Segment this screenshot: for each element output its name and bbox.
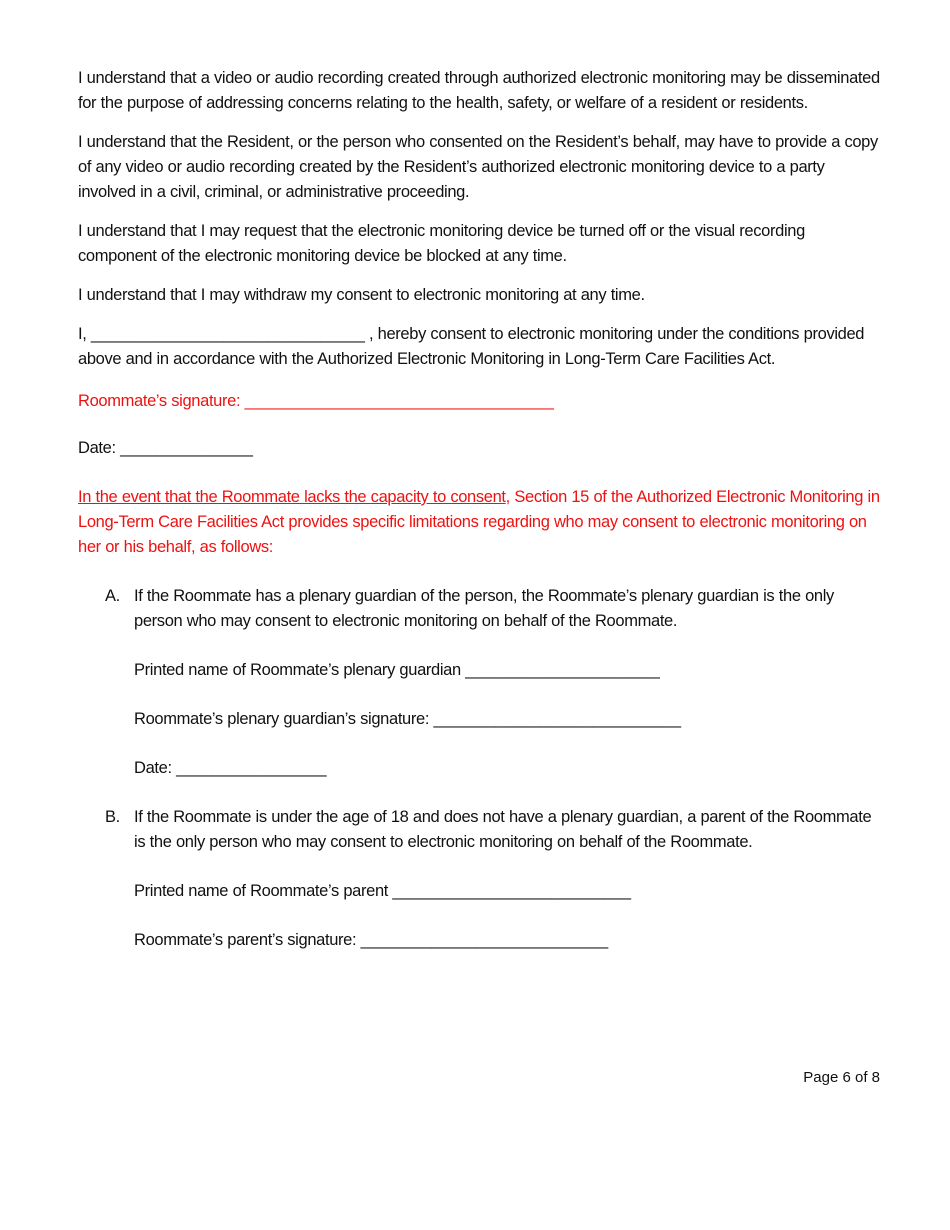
guardian-printed-name-line: Printed name of Roommate’s plenary guardian ______________________	[134, 661, 660, 679]
document-page	[78, 66, 882, 953]
paragraph-withdraw: I understand that I may withdraw my consent to electronic monitoring at any time.	[78, 286, 645, 304]
paragraph-turn-off: I understand that I may request that the electronic monitoring device be turned off or the visual recording component of the electronic monitoring device be blocked at any time.	[78, 222, 805, 265]
list-item-b-text: If the Roommate is under the age of 18 and does not have a plenary guardian, a parent of the Roommate is the only person who may consent to electronic monitoring on behalf of the Roommate.	[134, 808, 872, 851]
date-line: Date: _______________	[78, 439, 253, 457]
guardian-date-line: Date: _________________	[134, 759, 327, 777]
roommate-signature-line: Roommate’s signature: ___________________________________	[78, 392, 554, 410]
paragraph-copy-recording: I understand that the Resident, or the person who consented on the Resident’s behalf, may have to provide a copy of any video or audio recording created by the Resident’s authorized electronic monitoring device to a party involved in a civil, criminal, or administrative proceeding.	[78, 133, 878, 201]
list-item-b	[78, 805, 882, 953]
list-item-a	[78, 584, 882, 781]
capacity-underlined-phrase: In the event that the Roommate lacks the capacity to consent	[78, 488, 506, 506]
capacity-paragraph	[78, 485, 882, 560]
guardian-signature-line: Roommate’s plenary guardian’s signature: ____________________________	[134, 710, 681, 728]
parent-signature-line: Roommate’s parent’s signature: ____________________________	[134, 931, 608, 949]
parent-printed-name-line: Printed name of Roommate’s parent ___________________________	[134, 882, 631, 900]
capacity-rest: , Section 15 of the Authorized Electronic Monitoring in Long-Term Care Facilities Act provides specific limitations regarding who may consent to electronic monitoring on her or his behalf, as follows:	[78, 488, 880, 556]
list-marker-a: A.	[105, 587, 120, 605]
guardian-list	[78, 584, 882, 953]
paragraph-dissemination: I understand that a video or audio recording created through authorized electronic monitoring may be disseminated for the purpose of addressing concerns relating to the health, safety, or welfare of a resident or residents.	[78, 69, 880, 112]
list-item-a-text: If the Roommate has a plenary guardian of the person, the Roommate’s plenary guardian is the only person who may consent to electronic monitoring on behalf of the Roommate.	[134, 587, 834, 630]
page-number: Page 6 of 8	[803, 1069, 880, 1086]
paragraph-consent-statement: I, _______________________________ , hereby consent to electronic monitoring under the conditions provided above and in accordance with the Authorized Electronic Monitoring in Long-Term Care Facilities Act.	[78, 325, 865, 368]
list-marker-b: B.	[105, 808, 120, 826]
